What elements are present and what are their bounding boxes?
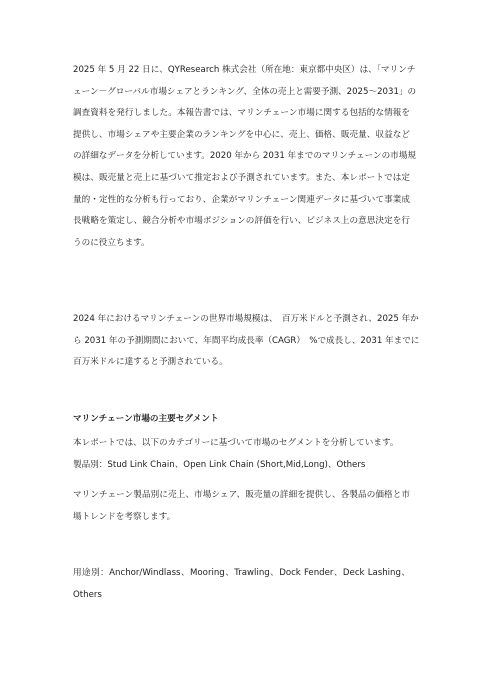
market-line: ら 2031 年の予測期間において、年間平均成長率（CAGR） %で成長し、2031 年までに [73,335,420,346]
intro-line: 2025 年 5 月 22 日に、QYResearch 株式会社（所在地：東京都中央区）は、「マリンチ [73,65,416,75]
product-description-paragraph [73,485,410,528]
intro-line: 模は、販売量と売上に基づいて推定および予測されています。また、本レポートでは定 [73,172,410,183]
market-line: 2024 年におけるマリンチェーンの世界市場規模は、 百万米ドルと予測され、2025 年か [73,314,419,324]
segment-heading: マリンチェーン市場の主要セグメント [73,414,219,424]
application-line: Others [73,589,102,600]
intro-line: うのに役立ちます。 [73,237,150,248]
intro-line: 提供し、市場シェアや主要企業のランキングを中心に、売上、価格、販売量、収益など [73,129,410,140]
market-size-paragraph [73,309,420,374]
intro-line: 量的・定性的な分析も行っており、企業がマリンチェーン関連データに基づいて事業成 [73,194,410,205]
intro-paragraph [73,60,417,254]
product-desc-line: マリンチェーン製品別に売上、市場シェア、販売量の詳細を提供し、各製品の価格と市 [73,490,410,500]
segment-intro: 本レポートでは、以下のカテゴリーに基づいて市場のセグメントを分析しています。 [73,438,399,448]
intro-line: ェーン－グローバル市場シェアとランキング、全体の売上と需要予測、2025～2031」の [73,86,417,97]
product-segment-line: 製品別：Stud Link Chain、Open Link Chain (Short,Mid,Long)、Others [73,460,366,470]
application-line: 用途別：Anchor/Windlass、Mooring、Trawling、Dock Fender、Deck Lashing、 [73,568,410,578]
product-desc-line: 場トレンドを考察します。 [73,511,176,522]
intro-line: の詳細なデータを分析しています。2020 年から 2031 年までのマリンチェーンの市場規 [73,151,417,162]
intro-line: 調査資料を発行しました。本報告書では、マリンチェーン市場に関する包括的な情報を [73,108,410,119]
application-segment-paragraph [73,563,410,606]
market-line: 百万米ドルに達すると予測されている。 [73,357,228,368]
intro-line: 長戦略を策定し、競合分析や市場ポジションの評価を行い、ビジネス上の意思決定を行 [73,216,410,227]
